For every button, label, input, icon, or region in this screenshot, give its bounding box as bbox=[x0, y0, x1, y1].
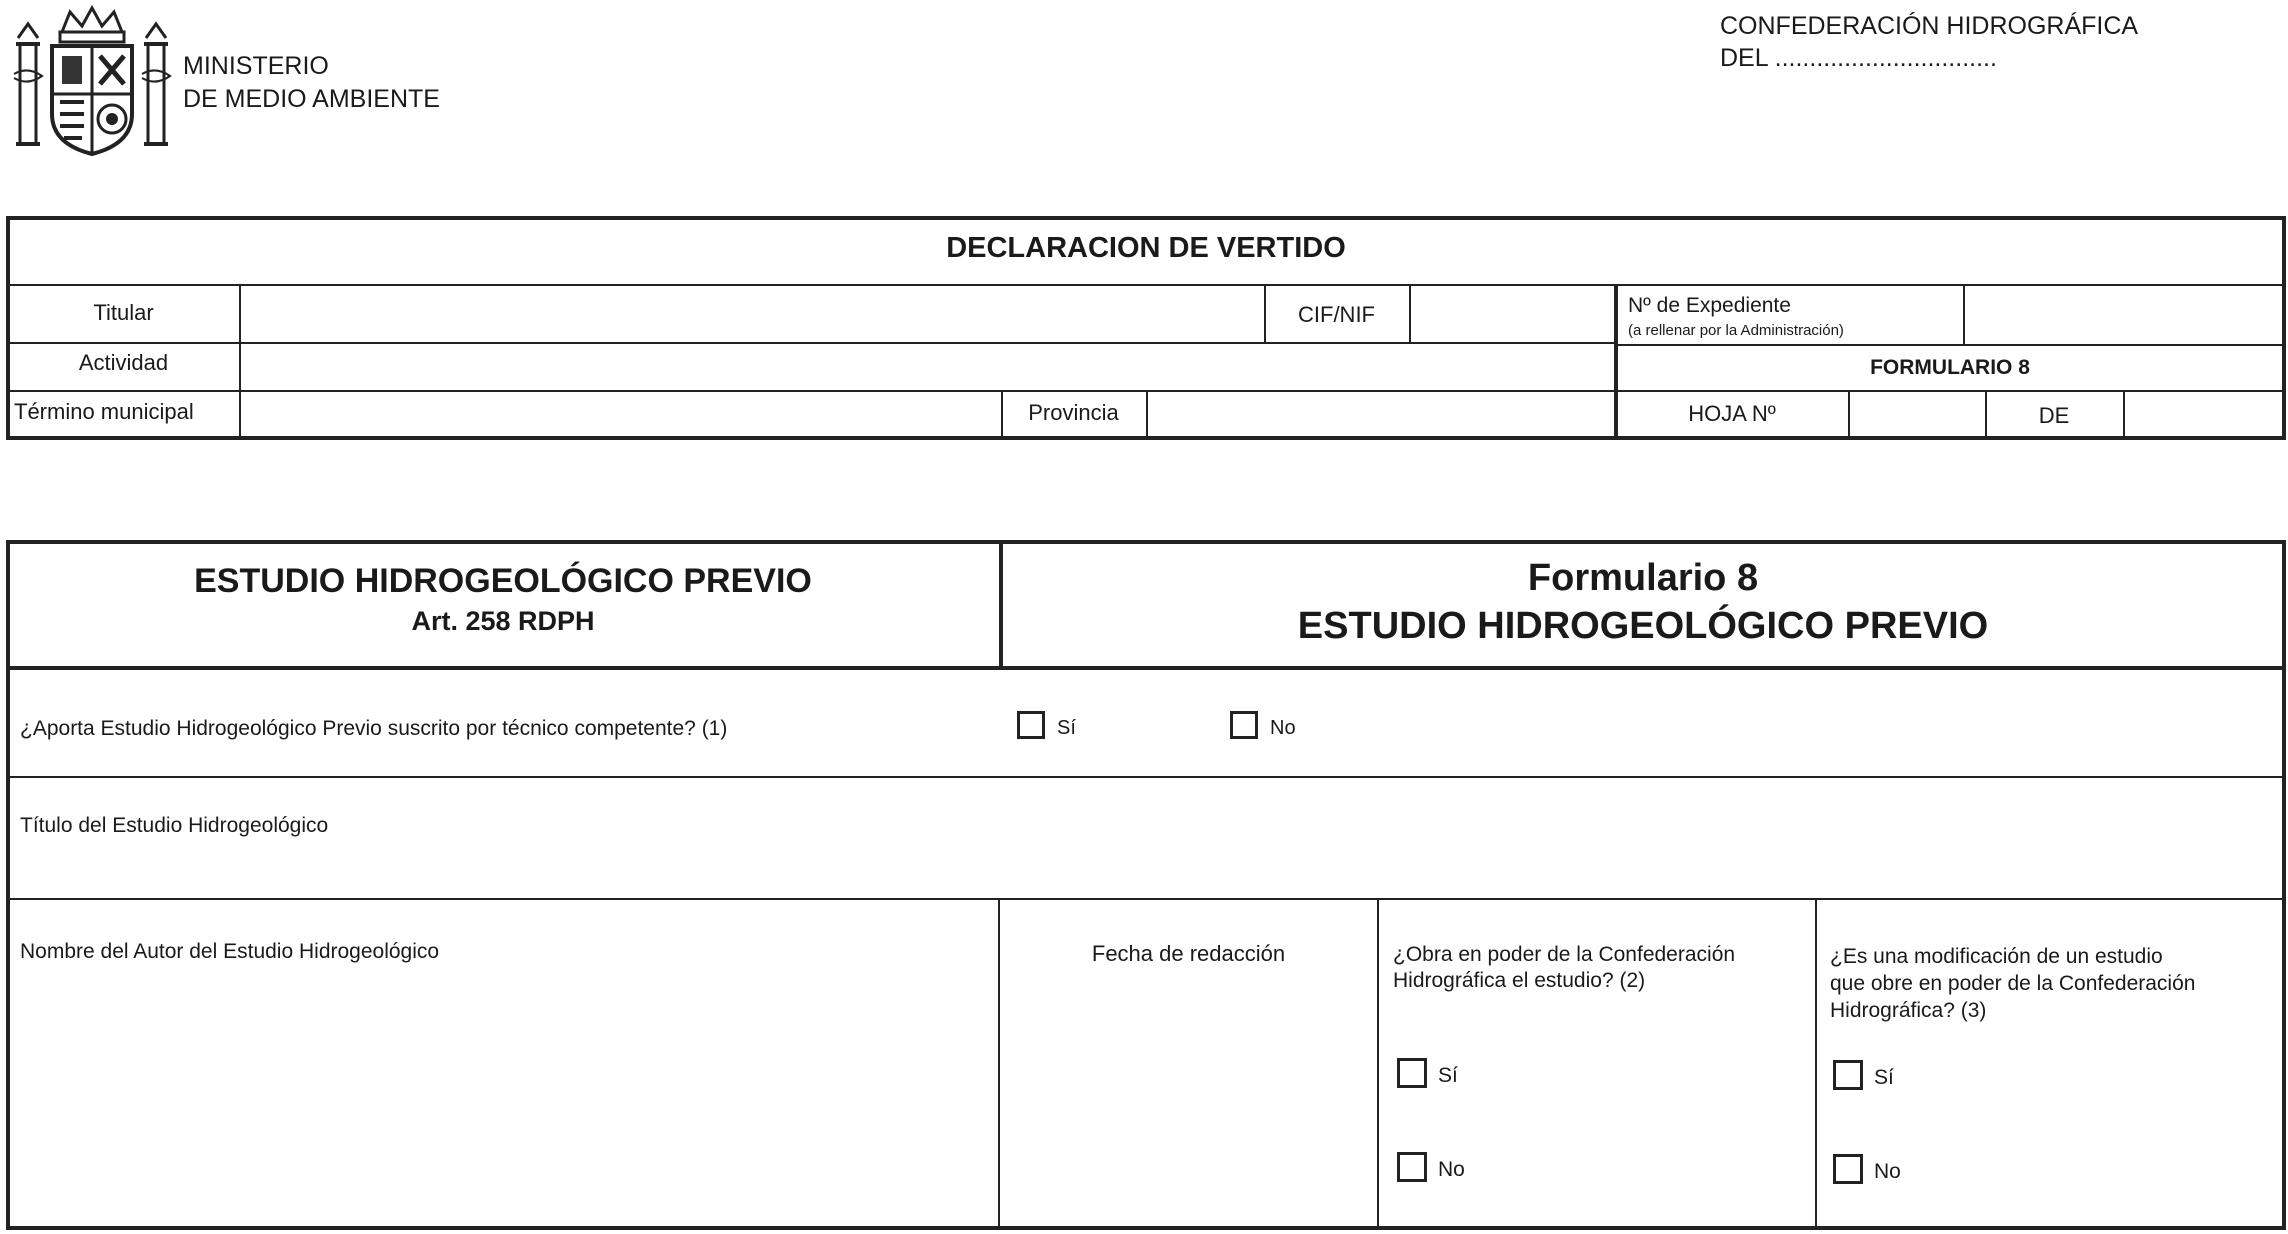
actividad-label: Actividad bbox=[78, 350, 169, 375]
modif-si-label: Sí bbox=[1874, 1066, 1894, 1089]
termino-field[interactable] bbox=[244, 394, 1000, 438]
titular-field[interactable] bbox=[244, 290, 1263, 340]
aporta-question: ¿Aporta Estudio Hidrogeológico Previo suscrito por técnico competente? (1) bbox=[20, 717, 728, 740]
ministry-line-2: DE MEDIO AMBIENTE bbox=[183, 85, 440, 113]
aporta-no-checkbox[interactable] bbox=[1230, 711, 1258, 739]
expediente-note: (a rellenar por la Administración) bbox=[1628, 322, 1844, 339]
aporta-si-checkbox[interactable] bbox=[1017, 711, 1045, 739]
obra-question-line1: ¿Obra en poder de la Confederación bbox=[1393, 943, 1736, 966]
obra-si-checkbox[interactable] bbox=[1397, 1058, 1427, 1088]
expediente-field[interactable] bbox=[1968, 290, 2282, 340]
confederation-line-2: DEL ................................ bbox=[1720, 44, 1997, 72]
declaration-col-label-divider bbox=[239, 284, 241, 438]
modif-no-label: No bbox=[1874, 1160, 1901, 1183]
declaration-row-divider-2 bbox=[8, 342, 1616, 344]
autor-field[interactable] bbox=[20, 980, 984, 1214]
autor-label: Nombre del Autor del Estudio Hidrogeológico bbox=[20, 940, 440, 963]
modif-question-line1: ¿Es una modificación de un estudio bbox=[1830, 945, 2163, 968]
declaration-row-divider-1 bbox=[8, 284, 2284, 286]
hoja-field[interactable] bbox=[1853, 394, 1984, 438]
titulo-label: Título del Estudio Hidrogeológico bbox=[20, 814, 329, 837]
aporta-no-label: No bbox=[1270, 717, 1296, 739]
declaration-col-hoja-right bbox=[1848, 390, 1850, 438]
declaration-col-cif-right bbox=[1409, 284, 1411, 342]
modif-si-checkbox[interactable] bbox=[1833, 1060, 1863, 1090]
study-row-divider-2 bbox=[8, 898, 2284, 900]
titulo-field[interactable] bbox=[470, 806, 2274, 848]
expediente-label: Nº de Expediente bbox=[1628, 294, 1791, 317]
declaration-col-expediente-right bbox=[1963, 284, 1965, 344]
hoja-label: HOJA Nº bbox=[1688, 401, 1776, 426]
obra-no-checkbox[interactable] bbox=[1397, 1152, 1427, 1182]
obra-no-label: No bbox=[1438, 1158, 1465, 1181]
cif-label: CIF/NIF bbox=[1298, 302, 1375, 327]
titular-label: Titular bbox=[93, 300, 154, 325]
declaration-col-provincia-right bbox=[1146, 390, 1148, 438]
declaration-row-divider-3 bbox=[8, 390, 1616, 392]
modif-question-line3: Hidrográfica? (3) bbox=[1830, 999, 1987, 1022]
study-header-bottom bbox=[8, 666, 2284, 670]
study-right-title-line2: ESTUDIO HIDROGEOLÓGICO PREVIO bbox=[1297, 605, 1989, 647]
modif-no-checkbox[interactable] bbox=[1833, 1154, 1863, 1184]
declaration-title: DECLARACION DE VERTIDO bbox=[946, 232, 1346, 264]
declaration-row-divider-2b bbox=[1616, 344, 2284, 346]
confederation-line-1: CONFEDERACIÓN HIDROGRÁFICA bbox=[1720, 12, 2139, 40]
study-left-subtitle: Art. 258 RDPH bbox=[411, 606, 595, 636]
aporta-si-label: Sí bbox=[1057, 717, 1076, 739]
study-right-title-line1: Formulario 8 bbox=[1527, 557, 1759, 599]
declaration-col-de-right bbox=[2123, 390, 2125, 438]
obra-question-line2: Hidrográfica el estudio? (2) bbox=[1393, 969, 1646, 992]
termino-label: Término municipal bbox=[14, 399, 194, 424]
study-col-fecha-right bbox=[1377, 898, 1379, 1228]
de-label: DE bbox=[2038, 403, 2070, 428]
declaration-row-divider-3b bbox=[1616, 390, 2284, 392]
ministry-line-1: MINISTERIO bbox=[183, 52, 329, 80]
study-row-divider-1 bbox=[8, 776, 2284, 778]
study-col-obra-right bbox=[1815, 898, 1817, 1228]
study-left-title: ESTUDIO HIDROGEOLÓGICO PREVIO bbox=[194, 562, 812, 600]
obra-si-label: Sí bbox=[1438, 1064, 1458, 1087]
provincia-label: Provincia bbox=[1028, 400, 1119, 425]
modif-question-line2: que obre en poder de la Confederación bbox=[1830, 972, 2196, 995]
actividad-field[interactable] bbox=[244, 346, 1613, 388]
de-field[interactable] bbox=[2128, 394, 2282, 438]
fecha-label: Fecha de redacción bbox=[1091, 941, 1286, 966]
coat-of-arms-logo bbox=[12, 4, 172, 162]
formulario-label: FORMULARIO 8 bbox=[1870, 356, 2030, 379]
provincia-field[interactable] bbox=[1151, 394, 1613, 438]
fecha-field[interactable] bbox=[1010, 990, 1369, 1032]
cif-field[interactable] bbox=[1414, 290, 1613, 340]
